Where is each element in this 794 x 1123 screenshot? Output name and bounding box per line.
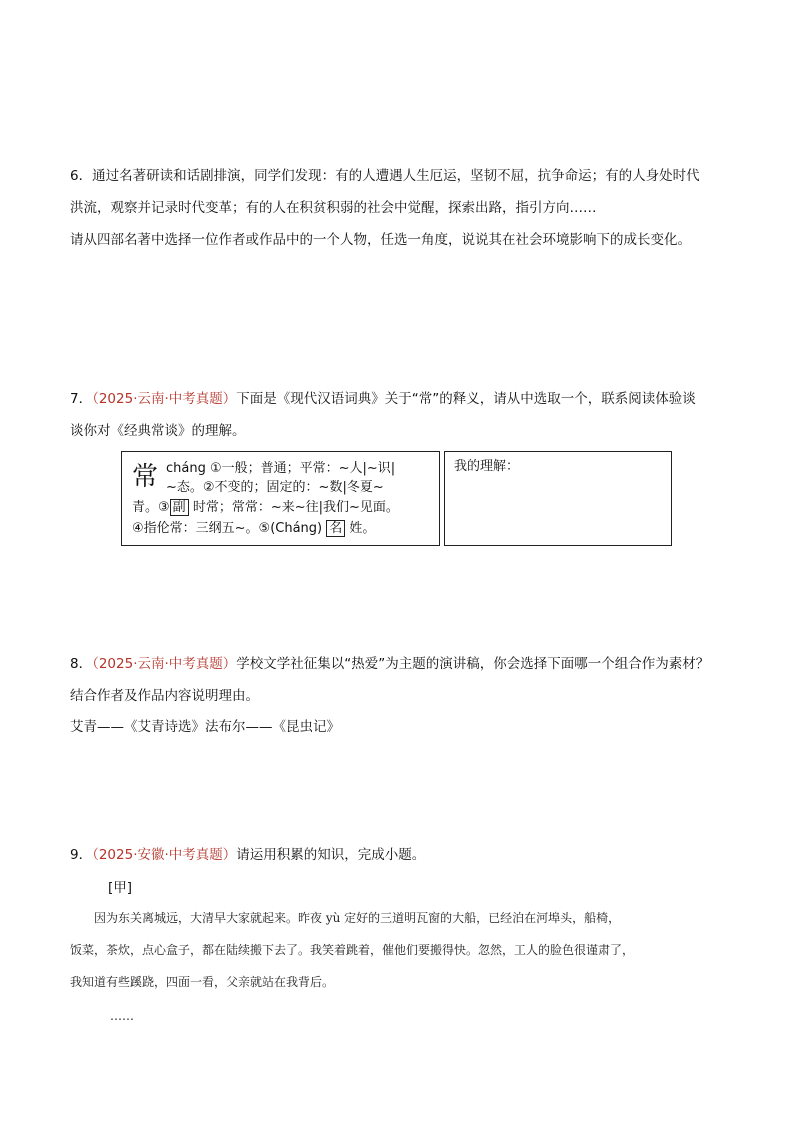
q8-line-2: 结合作者及作品内容说明理由。 — [70, 688, 259, 704]
q6-line-2: 洪流，观察并记录时代变革；有的人在积贫积弱的社会中觉醒，探索出路，指引方向…… — [70, 200, 597, 216]
dictionary-headword: 常 — [132, 462, 159, 492]
dictionary-line-3: 青。③ 副 时常；常常：~来~往|我们~见面。 — [132, 500, 399, 515]
q8-source: （2025·云南·中考真题） — [92, 656, 237, 672]
dictionary-line-1: cháng ①一般；普通；平常：~人|~识| — [166, 461, 396, 476]
passage-ellipsis: …… — [110, 1009, 134, 1023]
dictionary-line-2: ~态。②不变的；固定的：~数|冬夏~ — [166, 480, 384, 495]
answer-box[interactable] — [444, 451, 672, 546]
q8-line-3: 艾青——《艾青诗选》法布尔——《昆虫记》 — [70, 719, 340, 735]
q7-line-2: 谈你对《经典常谈》的理解。 — [70, 423, 246, 439]
q8-text: 学校文学社征集以“热爱”为主题的演讲稿，你会选择下面哪一个组合作为素材？ — [236, 656, 710, 672]
q7-line-1 — [70, 389, 696, 409]
q6-line-3: 请从四部名著中选择一位作者或作品中的一个人物，任选一角度，说说其在社会环境影响下的成长变化。 — [70, 232, 691, 248]
q8-line-1 — [70, 654, 709, 674]
q9-source: （2025·安徽·中考真题） — [92, 847, 237, 863]
dictionary-entry-box — [121, 451, 440, 546]
passage-line-2: 饭菜，茶炊，点心盒子，都在陆续搬下去了。我笑着跳着，催他们要搬得快。忽然，工人的脸色很谨肃了， — [70, 943, 635, 957]
q6-line-1: 6．通过名著研读和话剧排演，同学们发现：有的人遭遇人生厄运，坚韧不屈，抗争命运；有的人身处时代 — [70, 168, 700, 184]
q7-text: 下面是《现代汉语词典》关于“常”的释义，请从中选取一个，联系阅读体验谈 — [236, 391, 696, 407]
pos-tag-adverb: 副 — [170, 499, 189, 516]
q8-number: 8． — [70, 656, 93, 672]
passage-label: [甲] — [108, 880, 133, 896]
pos-tag-noun: 名 — [326, 520, 345, 537]
passage-line-1: 因为东关离城远，大清早大家就起来。昨夜 yù 定好的三道明瓦窗的大船，已经泊在河埠头，船椅， — [94, 911, 621, 925]
q9-number: 9． — [70, 847, 93, 863]
q9-text: 请运用积累的知识，完成小题。 — [236, 847, 426, 863]
dictionary-line-4: ④指伦常：三纲五~。⑤(Cháng) 名 姓。 — [132, 521, 376, 536]
passage-line-3: 我知道有些蹊跷，四面一看，父亲就站在我背后。 — [70, 975, 335, 989]
q7-source: （2025·云南·中考真题） — [92, 391, 237, 407]
q9-line-1 — [70, 845, 425, 865]
q7-number: 7． — [70, 391, 93, 407]
answer-label: 我的理解： — [454, 459, 520, 474]
